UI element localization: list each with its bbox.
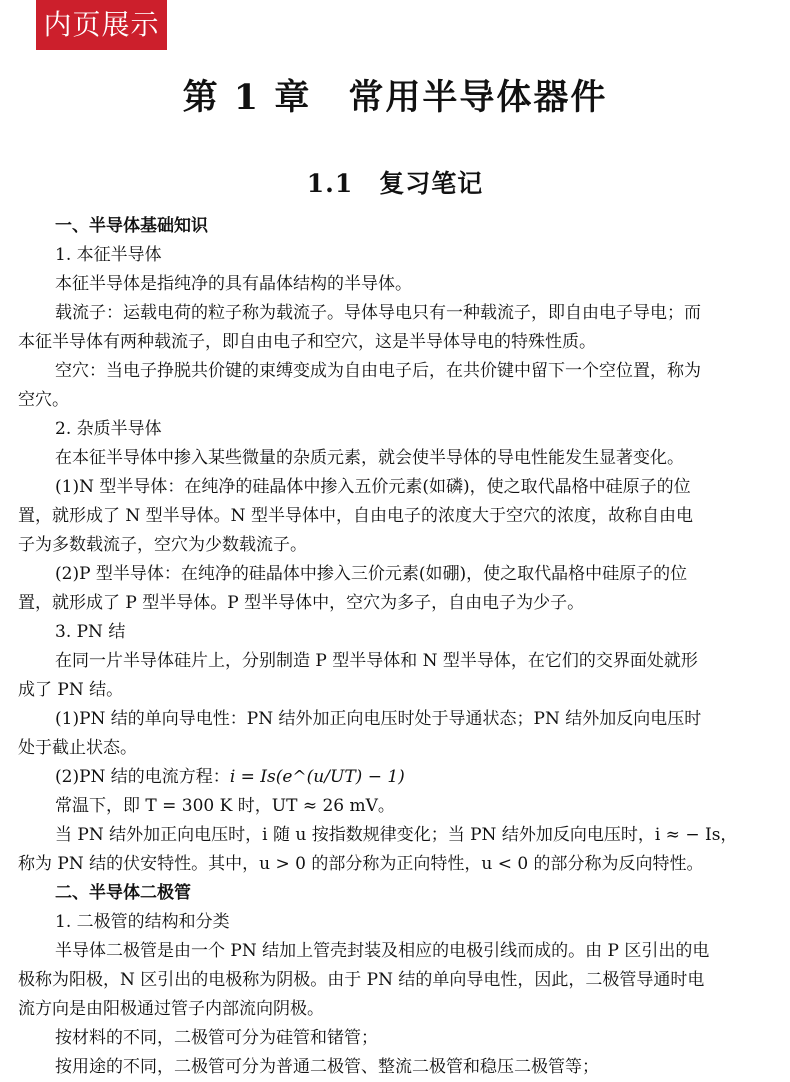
paragraph: 处于截止状态。	[18, 738, 137, 758]
paragraph: 置，就形成了 N 型半导体。N 型半导体中，自由电子的浓度大于空穴的浓度，故称自由电	[18, 506, 693, 526]
paragraph: 常温下，即 T = 300 K 时，UT ≈ 26 mV。	[55, 796, 395, 816]
subheading-diode-structure: 1. 二极管的结构和分类	[55, 912, 230, 932]
equation: i = Is(e^(u/UT) − 1)	[229, 767, 405, 787]
subheading-impurity: 2. 杂质半导体	[55, 419, 162, 439]
document-body	[18, 212, 780, 1082]
paragraph: (1)N 型半导体：在纯净的硅晶体中掺入五价元素(如磷)，使之取代晶格中硅原子的位	[55, 477, 691, 497]
paragraph: 当 PN 结外加正向电压时，i 随 u 按指数规律变化；当 PN 结外加反向电压时，i ≈ − Is，	[55, 825, 738, 845]
paragraph: 成了 PN 结。	[18, 680, 124, 700]
paragraph: 流方向是由阳极通过管子内部流向阴极。	[18, 999, 324, 1019]
subheading-pn-junction: 3. PN 结	[55, 622, 126, 642]
paragraph: 空穴：当电子挣脱共价键的束缚变成为自由电子后，在共价键中留下一个空位置，称为	[55, 361, 701, 381]
paragraph: 本征半导体有两种载流子，即自由电子和空穴，这是半导体导电的特殊性质。	[18, 332, 596, 352]
current-equation	[18, 763, 780, 792]
equation-label: (2)PN 结的电流方程：	[55, 767, 230, 787]
paragraph: 载流子：运载电荷的粒子称为载流子。导体导电只有一种载流子，即自由电子导电；而	[55, 303, 701, 323]
paragraph: 在本征半导体中掺入某些微量的杂质元素，就会使半导体的导电性能发生显著变化。	[55, 448, 684, 468]
section-title: 1.1 复习笔记	[306, 169, 484, 198]
paragraph: 空穴。	[18, 390, 69, 410]
paragraph: (1)PN 结的单向导电性：PN 结外加正向电压时处于导通状态；PN 结外加反向电压时	[55, 709, 702, 729]
subheading-intrinsic: 1. 本征半导体	[55, 245, 162, 265]
paragraph: 置，就形成了 P 型半导体。P 型半导体中，空穴为多子，自由电子为少子。	[18, 593, 585, 613]
paragraph: 在同一片半导体硅片上，分别制造 P 型半导体和 N 型半导体，在它们的交界面处就形	[55, 651, 698, 671]
paragraph: 子为多数载流子，空穴为少数载流子。	[18, 535, 307, 555]
paragraph: 按用途的不同，二极管可分为普通二极管、整流二极管和稳压二极管等；	[55, 1057, 599, 1077]
heading-semiconductor-basics: 一、半导体基础知识	[55, 216, 208, 236]
chapter-title: 第 1 章 常用半导体器件	[182, 77, 608, 118]
paragraph: 极称为阳极，N 区引出的电极称为阴极。由于 PN 结的单向导电性，因此，二极管导通时电	[18, 970, 705, 990]
paragraph: 本征半导体是指纯净的具有晶体结构的半导体。	[55, 274, 412, 294]
paragraph: 半导体二极管是由一个 PN 结加上管壳封装及相应的电极引线而成的。由 P 区引出的电	[55, 941, 710, 961]
paragraph: 称为 PN 结的伏安特性。其中，u > 0 的部分称为正向特性，u < 0 的部分称为反向特性。	[18, 854, 704, 874]
paragraph: 按材料的不同，二极管可分为硅管和锗管；	[55, 1028, 378, 1048]
heading-diode: 二、半导体二极管	[55, 883, 191, 903]
paragraph: (2)P 型半导体：在纯净的硅晶体中掺入三价元素(如硼)，使之取代晶格中硅原子的位	[55, 564, 688, 584]
preview-badge: 内页展示	[36, 0, 167, 50]
